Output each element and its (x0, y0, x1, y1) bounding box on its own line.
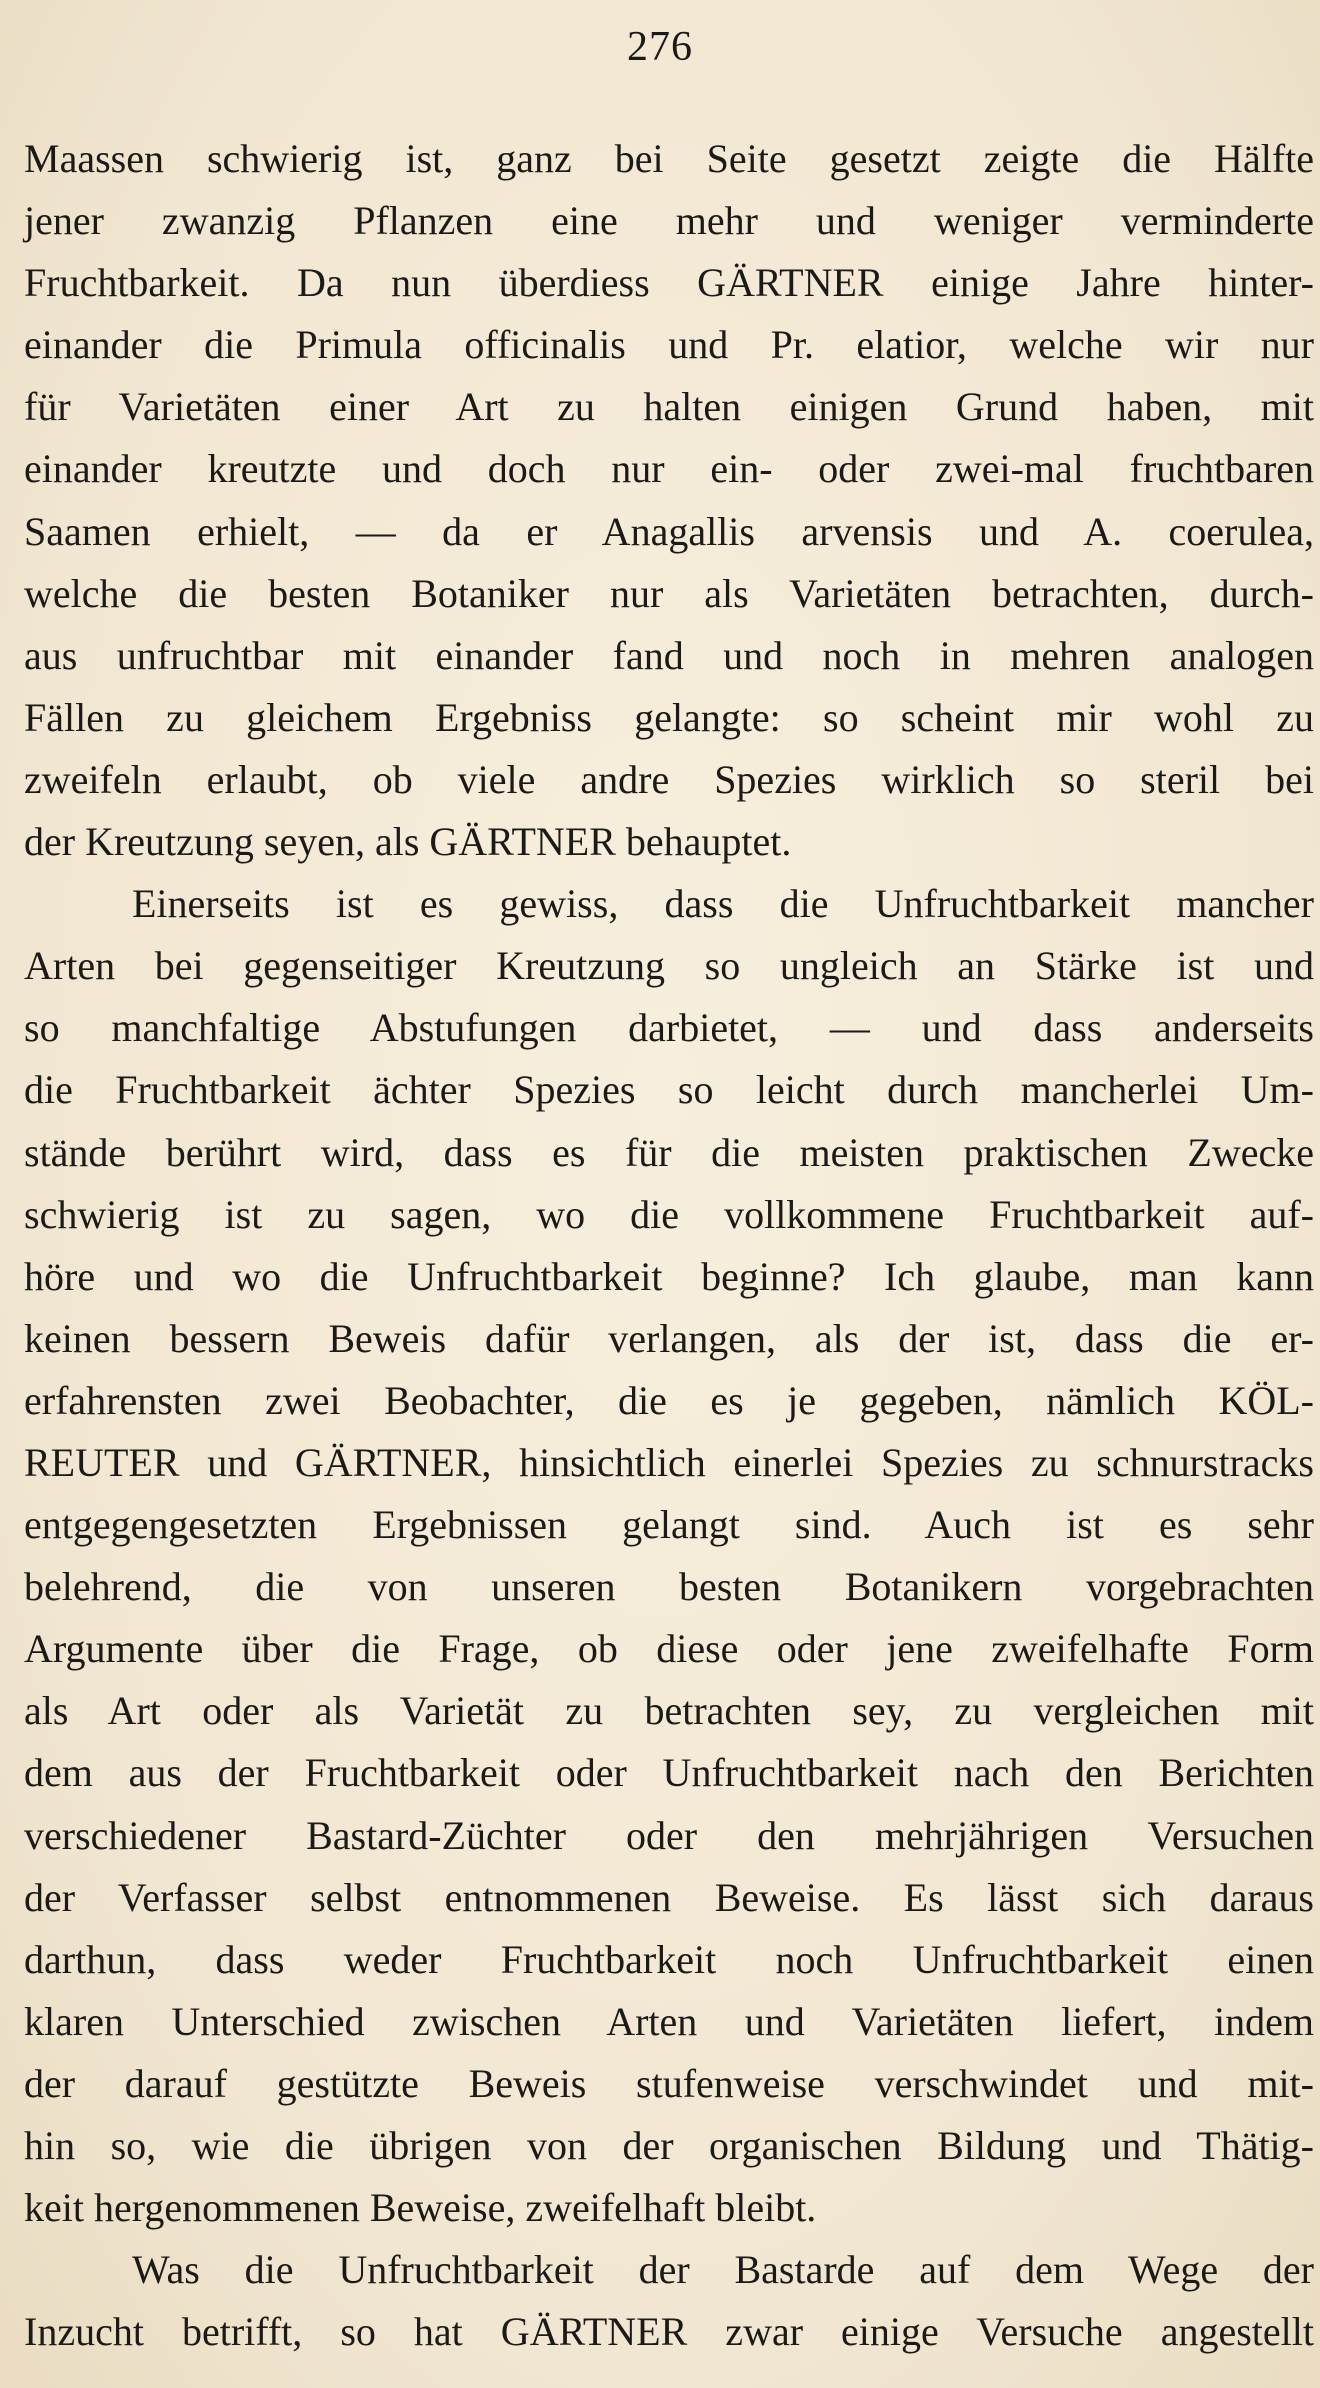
text-line: aus unfruchtbar mit einander fand und noch in mehren analogen (24, 632, 1314, 678)
text-line: höre und wo die Unfruchtbarkeit beginne? Ich glaube, man kann (24, 1253, 1314, 1299)
text-line: der Kreutzung seyen, als GÄRTNER behauptet. (24, 819, 792, 865)
text-line: zweifeln erlaubt, ob viele andre Spezies wirklich so steril bei (24, 756, 1314, 802)
text-line: jener zwanzig Pflanzen eine mehr und weniger verminderte (24, 198, 1314, 244)
text-line: Maassen schwierig ist, ganz bei Seite gesetzt zeigte die Hälfte (24, 136, 1314, 181)
text-line: darthun, dass weder Fruchtbarkeit noch Unfruchtbarkeit einen (24, 1936, 1314, 1982)
page-number: 276 (627, 24, 693, 70)
text-line: welche die besten Botaniker nur als Varietäten betrachten, durch- (24, 570, 1314, 616)
text-line: Was die Unfruchtbarkeit der Bastarde auf dem Wege der (132, 2247, 1314, 2293)
text-line: dem aus der Fruchtbarkeit oder Unfruchtbarkeit nach den Berichten (24, 1750, 1314, 1796)
text-line: keinen bessern Beweis dafür verlangen, als der ist, dass die er- (24, 1315, 1314, 1361)
text-line: verschiedener Bastard-Züchter oder den mehrjährigen Versuchen (24, 1812, 1314, 1858)
text-line: die Fruchtbarkeit ächter Spezies so leicht durch mancherlei Um- (24, 1067, 1314, 1113)
text-line: REUTER und GÄRTNER, hinsichtlich einerlei Spezies zu schnurstracks (24, 1439, 1314, 1485)
text-line: einander die Primula officinalis und Pr. elatior, welche wir nur (24, 322, 1314, 368)
text-line: so manchfaltige Abstufungen darbietet, — und dass anderseits (24, 1005, 1314, 1051)
text-line: einander kreutzte und doch nur ein- oder zwei-mal fruchtbaren (24, 446, 1314, 492)
text-line: keit hergenommenen Beweise, zweifelhaft bleibt. (24, 2185, 817, 2231)
body-text (24, 128, 1314, 2363)
text-line: der Verfasser selbst entnommenen Beweise. Es lässt sich daraus (24, 1874, 1314, 1920)
text-line: der darauf gestützte Beweis stufenweise verschwindet und mit- (24, 2060, 1314, 2106)
text-line: Inzucht betrifft, so hat GÄRTNER zwar einige Versuche angestellt (24, 2309, 1314, 2355)
text-line: klaren Unterschied zwischen Arten und Varietäten liefert, indem (24, 1998, 1314, 2044)
text-line: Arten bei gegenseitiger Kreutzung so ungleich an Stärke ist und (24, 943, 1314, 989)
text-line: stände berührt wird, dass es für die meisten praktischen Zwecke (24, 1129, 1314, 1175)
text-line: Argumente über die Frage, ob diese oder jene zweifelhafte Form (24, 1626, 1314, 1672)
text-line: Einerseits ist es gewiss, dass die Unfruchtbarkeit mancher (132, 881, 1314, 927)
text-line: belehrend, die von unseren besten Botanikern vorgebrachten (24, 1564, 1314, 1610)
text-line: hin so, wie die übrigen von der organischen Bildung und Thätig- (24, 2123, 1314, 2168)
text-line: Saamen erhielt, — da er Anagallis arvensis und A. coerulea, (24, 508, 1314, 554)
text-line: entgegengesetzten Ergebnissen gelangt sind. Auch ist es sehr (24, 1502, 1314, 1548)
text-line: für Varietäten einer Art zu halten einigen Grund haben, mit (24, 384, 1314, 430)
text-line: Fruchtbarkeit. Da nun überdiess GÄRTNER einige Jahre hinter- (24, 260, 1314, 306)
text-line: als Art oder als Varietät zu betrachten sey, zu vergleichen mit (24, 1688, 1314, 1734)
text-line: erfahrensten zwei Beobachter, die es je gegeben, nämlich KÖL- (24, 1377, 1314, 1423)
text-line: Fällen zu gleichem Ergebniss gelangte: so scheint mir wohl zu (24, 694, 1314, 740)
text-line: schwierig ist zu sagen, wo die vollkommene Fruchtbarkeit auf- (24, 1191, 1314, 1237)
